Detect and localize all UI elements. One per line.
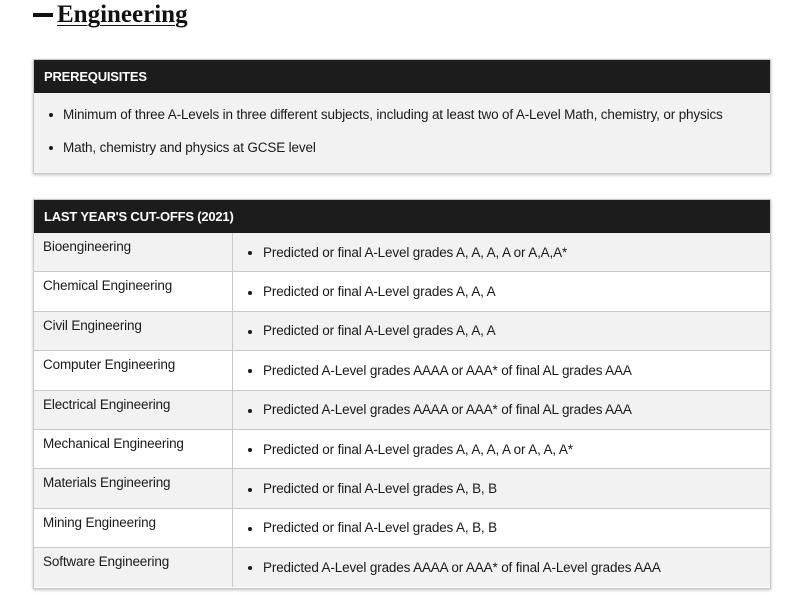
bullet-icon xyxy=(248,369,252,373)
requirement-cell xyxy=(233,272,771,311)
program-name: Civil Engineering xyxy=(34,311,233,350)
section-heading[interactable] xyxy=(33,0,188,30)
table-row xyxy=(34,469,770,508)
cutoffs-box xyxy=(33,199,771,589)
requirement-text: Predicted or final A-Level grades A, A, A, A or A,A,A* xyxy=(263,244,568,260)
requirement-text: Predicted A-Level grades AAAA or AAA* of final AL grades AAA xyxy=(263,402,632,418)
prerequisites-header: PREREQUISITES xyxy=(34,60,770,93)
requirement-text: Predicted A-Level grades AAAA or AAA* of final A-Level grades AAA xyxy=(263,559,661,575)
prerequisites-list xyxy=(34,98,770,164)
requirement-text: Predicted or final A-Level grades A, A, A xyxy=(263,284,496,300)
prerequisite-item: Math, chemistry and physics at GCSE level xyxy=(34,131,770,164)
requirement-cell xyxy=(233,429,771,468)
requirement-cell xyxy=(233,390,771,429)
program-name: Electrical Engineering xyxy=(34,390,233,429)
program-name: Mining Engineering xyxy=(34,508,233,547)
requirement-text: Predicted or final A-Level grades A, A, A xyxy=(263,323,496,339)
program-name: Software Engineering xyxy=(34,548,233,587)
section-title[interactable]: Engineering xyxy=(57,1,188,28)
bullet-icon xyxy=(248,409,252,413)
collapse-minus-icon[interactable] xyxy=(33,13,53,17)
requirement-cell xyxy=(233,311,771,350)
program-name: Materials Engineering xyxy=(34,469,233,508)
bullet-icon xyxy=(248,527,252,531)
table-row xyxy=(34,508,770,547)
program-name: Mechanical Engineering xyxy=(34,429,233,468)
requirement-cell xyxy=(233,548,771,587)
prerequisites-box xyxy=(33,59,771,174)
cutoffs-table xyxy=(34,233,770,587)
cutoffs-header: LAST YEAR'S CUT-OFFS (2021) xyxy=(34,200,770,233)
requirement-text: Predicted or final A-Level grades A, A, A, A or A, A, A* xyxy=(263,441,573,457)
program-name: Computer Engineering xyxy=(34,351,233,390)
requirement-cell xyxy=(233,233,771,272)
requirement-text: Predicted A-Level grades AAAA or AAA* of final AL grades AAA xyxy=(263,362,632,378)
table-row xyxy=(34,272,770,311)
bullet-icon xyxy=(248,251,252,255)
table-row xyxy=(34,548,770,587)
bullet-icon xyxy=(248,566,252,570)
table-row xyxy=(34,390,770,429)
requirement-cell xyxy=(233,351,771,390)
program-name: Chemical Engineering xyxy=(34,272,233,311)
program-name: Bioengineering xyxy=(34,233,233,272)
bullet-icon xyxy=(248,488,252,492)
table-row xyxy=(34,429,770,468)
prerequisite-item: Minimum of three A-Levels in three different subjects, including at least two of A-Level Math, chemistry, or physics xyxy=(34,98,770,131)
requirement-cell xyxy=(233,508,771,547)
bullet-icon xyxy=(248,330,252,334)
requirement-text: Predicted or final A-Level grades A, B, B xyxy=(263,481,497,497)
requirement-text: Predicted or final A-Level grades A, B, B xyxy=(263,520,497,536)
bullet-icon xyxy=(248,448,252,452)
table-row xyxy=(34,351,770,390)
bullet-icon xyxy=(248,291,252,295)
requirement-cell xyxy=(233,469,771,508)
table-row xyxy=(34,233,770,272)
table-row xyxy=(34,311,770,350)
